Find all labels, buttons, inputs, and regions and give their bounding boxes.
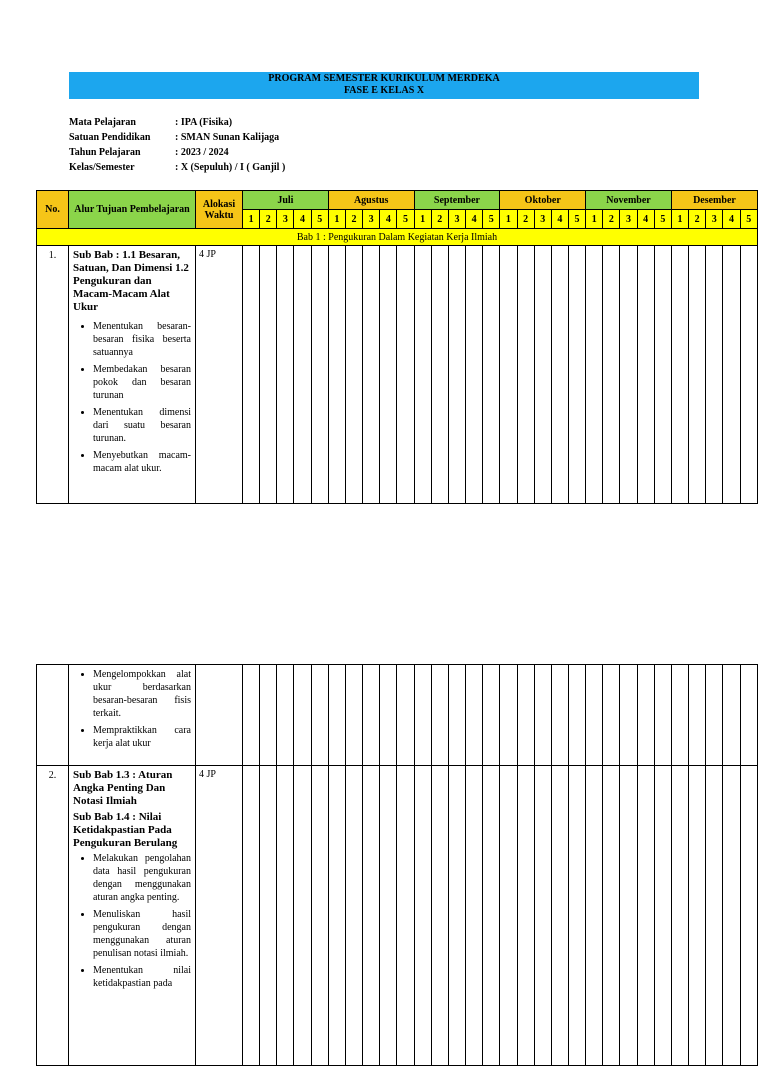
table-row (37, 246, 758, 504)
list-item: • Menentukan besaran-besaran fisika beserta satuannya (93, 320, 191, 359)
week-cell (586, 665, 603, 766)
week-cell (345, 766, 362, 1066)
week-cell (260, 665, 277, 766)
week-cell (380, 665, 397, 766)
week-number: 3 (448, 210, 465, 229)
list-item: • Membedakan besaran pokok dan besaran turunan (93, 363, 191, 402)
week-cell (380, 246, 397, 504)
objective-list (73, 320, 191, 475)
week-cell (483, 246, 500, 504)
alokasi-cell: 4 JP (196, 246, 243, 504)
week-cell (551, 246, 568, 504)
info-row (69, 130, 285, 145)
week-cell (740, 665, 757, 766)
week-cell (294, 665, 311, 766)
week-cell (243, 246, 260, 504)
week-cell (534, 246, 551, 504)
alokasi-cell: 4 JP (196, 766, 243, 1066)
week-cell (637, 766, 654, 1066)
atp-cell (69, 665, 196, 766)
list-item: • Mempraktikkan cara kerja alat ukur (93, 724, 191, 750)
info-label: Satuan Pendidikan (69, 132, 151, 143)
schedule-table-continued (36, 664, 758, 1066)
week-cell (551, 766, 568, 1066)
info-row (69, 115, 285, 130)
week-cell (654, 766, 671, 1066)
info-value: : SMAN Sunan Kalijaga (175, 132, 280, 143)
bab-heading: Bab 1 : Pengukuran Dalam Kegiatan Kerja Ilmiah (37, 229, 758, 246)
week-cell (500, 665, 517, 766)
week-cell (689, 246, 706, 504)
week-cell (517, 246, 534, 504)
info-value: : IPA (Fisika) (175, 117, 233, 128)
list-item: • Mengelompokkan alat ukur berdasarkan besaran-besaran fisis terkait. (93, 668, 191, 720)
info-label: Tahun Pelajaran (69, 147, 141, 158)
week-cell (534, 766, 551, 1066)
week-cell (620, 766, 637, 1066)
week-number: 5 (397, 210, 414, 229)
week-cell (603, 246, 620, 504)
week-cell (328, 665, 345, 766)
week-cell (414, 665, 431, 766)
week-cell (328, 246, 345, 504)
week-cell (294, 246, 311, 504)
month-header: November (586, 191, 672, 210)
week-number: 5 (311, 210, 328, 229)
week-cell (294, 766, 311, 1066)
week-cell (345, 665, 362, 766)
week-cell (517, 665, 534, 766)
week-cell (243, 766, 260, 1066)
week-cell (568, 246, 585, 504)
alokasi-cell (196, 665, 243, 766)
week-cell (637, 665, 654, 766)
list-item: • Menentukan nilai ketidakpastian pada (93, 964, 191, 990)
week-number: 2 (431, 210, 448, 229)
week-cell (363, 665, 380, 766)
week-cell (689, 665, 706, 766)
week-number: 5 (483, 210, 500, 229)
document-info (69, 115, 285, 175)
week-number: 1 (586, 210, 603, 229)
schedule-table (36, 190, 758, 504)
week-number: 4 (294, 210, 311, 229)
week-cell (620, 246, 637, 504)
week-cell (380, 766, 397, 1066)
week-cell (260, 766, 277, 1066)
week-cell (466, 766, 483, 1066)
week-cell (671, 246, 688, 504)
week-cell (586, 246, 603, 504)
week-cell (706, 246, 723, 504)
week-cell (603, 665, 620, 766)
week-number: 2 (603, 210, 620, 229)
document-title (69, 72, 699, 99)
week-cell (414, 246, 431, 504)
week-cell (500, 246, 517, 504)
info-label: Kelas/Semester (69, 162, 135, 173)
week-cell (260, 246, 277, 504)
info-value: : 2023 / 2024 (175, 147, 229, 158)
sub-bab-heading: Sub Bab : 1.1 Besaran, Satuan, Dan Dimensi 1.2 Pengukuran dan Macam-Macam Alat Ukur (73, 249, 189, 313)
sub-bab-heading: Sub Bab 1.4 : Nilai Ketidakpastian Pada Pengukuran Berulang (73, 811, 178, 849)
week-cell (397, 246, 414, 504)
atp-cell (69, 246, 196, 504)
month-header: Oktober (500, 191, 586, 210)
week-cell (397, 766, 414, 1066)
week-cell (689, 766, 706, 1066)
week-cell (483, 665, 500, 766)
month-header: September (414, 191, 500, 210)
row-number: 2. (37, 766, 69, 1066)
header-alokasi: Alokasi Waktu (196, 191, 243, 229)
week-cell (500, 766, 517, 1066)
week-cell (740, 246, 757, 504)
header-atp: Alur Tujuan Pembelajaran (69, 191, 196, 229)
week-cell (277, 246, 294, 504)
objective-list (73, 852, 191, 990)
week-cell (431, 246, 448, 504)
title-line-2: FASE E KELAS X (343, 85, 425, 96)
sub-bab-heading: Sub Bab 1.3 : Aturan Angka Penting Dan Notasi Ilmiah (73, 769, 173, 807)
week-cell (654, 665, 671, 766)
week-cell (243, 665, 260, 766)
week-number: 3 (277, 210, 294, 229)
week-cell (568, 665, 585, 766)
week-number: 5 (740, 210, 757, 229)
week-cell (517, 766, 534, 1066)
week-cell (448, 246, 465, 504)
week-number: 5 (568, 210, 585, 229)
week-cell (397, 665, 414, 766)
month-header: Juli (243, 191, 329, 210)
objective-list (73, 668, 191, 750)
week-cell (620, 665, 637, 766)
week-cell (448, 665, 465, 766)
week-number: 4 (466, 210, 483, 229)
info-value: : X (Sepuluh) / I ( Ganjil ) (175, 162, 286, 173)
row-number: 1. (37, 246, 69, 504)
week-cell (431, 766, 448, 1066)
month-header: Agustus (328, 191, 414, 210)
week-cell (723, 665, 740, 766)
week-cell (534, 665, 551, 766)
info-row (69, 160, 285, 175)
atp-cell (69, 766, 196, 1066)
week-cell (277, 665, 294, 766)
week-cell (363, 766, 380, 1066)
week-cell (466, 246, 483, 504)
table-row (37, 665, 758, 766)
week-number: 1 (500, 210, 517, 229)
week-cell (363, 246, 380, 504)
month-header: Desember (671, 191, 757, 210)
week-cell (551, 665, 568, 766)
week-number: 4 (380, 210, 397, 229)
week-cell (586, 766, 603, 1066)
week-number: 1 (671, 210, 688, 229)
week-cell (654, 246, 671, 504)
week-number: 1 (328, 210, 345, 229)
week-cell (671, 665, 688, 766)
week-number: 1 (414, 210, 431, 229)
list-item: • Melakukan pengolahan data hasil pengukuran dengan menggunakan aturan angka penting. (93, 852, 191, 904)
week-cell (345, 246, 362, 504)
week-number: 2 (517, 210, 534, 229)
header-no: No. (37, 191, 69, 229)
week-number: 3 (706, 210, 723, 229)
week-cell (706, 766, 723, 1066)
week-cell (723, 766, 740, 1066)
week-cell (740, 766, 757, 1066)
week-cell (448, 766, 465, 1066)
info-row (69, 145, 285, 160)
list-item: • Menentukan dimensi dari suatu besaran turunan. (93, 406, 191, 445)
week-number: 2 (260, 210, 277, 229)
week-number: 3 (363, 210, 380, 229)
week-number: 3 (620, 210, 637, 229)
info-label: Mata Pelajaran (69, 117, 136, 128)
week-cell (671, 766, 688, 1066)
week-cell (483, 766, 500, 1066)
week-number: 4 (551, 210, 568, 229)
week-cell (311, 766, 328, 1066)
week-number: 1 (243, 210, 260, 229)
title-line-1: PROGRAM SEMESTER KURIKULUM MERDEKA (268, 73, 500, 84)
list-item: • Menuliskan hasil pengukuran dengan menggunakan aturan penulisan notasi ilmiah. (93, 908, 191, 960)
week-cell (328, 766, 345, 1066)
week-cell (568, 766, 585, 1066)
week-number: 2 (345, 210, 362, 229)
week-cell (431, 665, 448, 766)
week-cell (311, 665, 328, 766)
week-number: 4 (637, 210, 654, 229)
week-cell (311, 246, 328, 504)
week-cell (277, 766, 294, 1066)
week-number: 2 (689, 210, 706, 229)
table-row (37, 766, 758, 1066)
week-cell (603, 766, 620, 1066)
row-number (37, 665, 69, 766)
list-item: • Menyebutkan macam-macam alat ukur. (93, 449, 191, 475)
week-cell (706, 665, 723, 766)
week-cell (414, 766, 431, 1066)
week-cell (466, 665, 483, 766)
week-number: 3 (534, 210, 551, 229)
week-cell (723, 246, 740, 504)
week-number: 5 (654, 210, 671, 229)
week-number: 4 (723, 210, 740, 229)
week-cell (637, 246, 654, 504)
